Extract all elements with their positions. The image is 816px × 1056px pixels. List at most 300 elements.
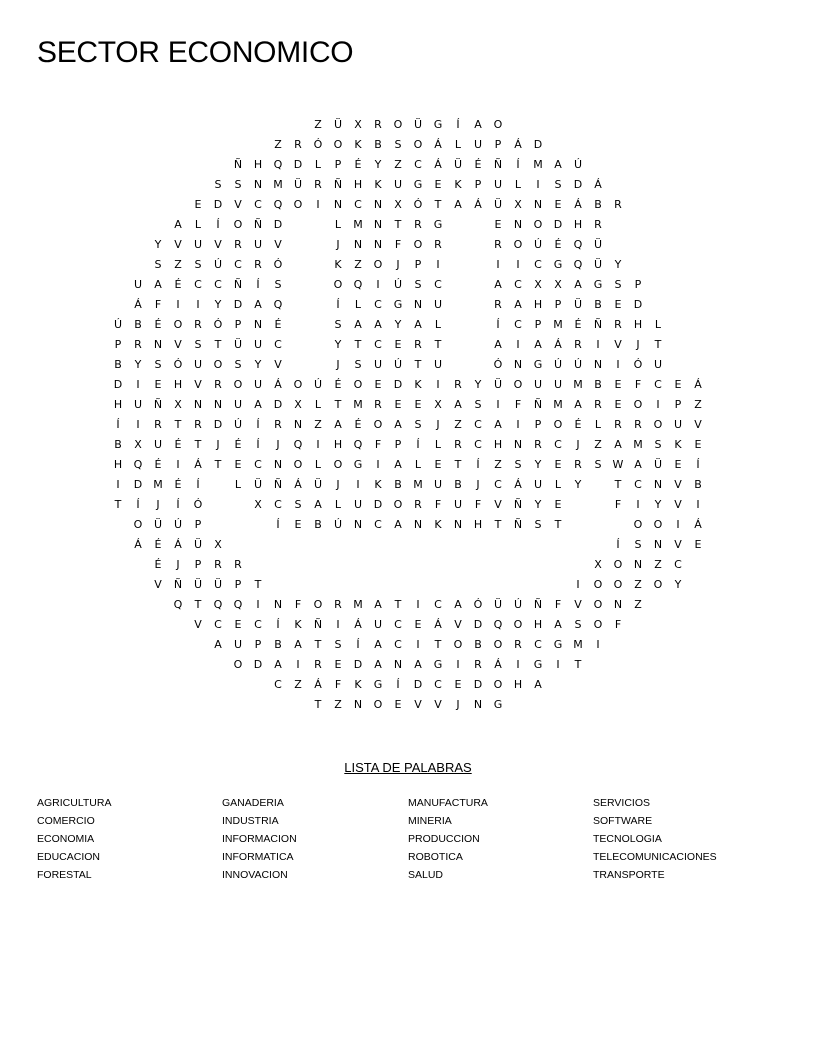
grid-letter: É [574,318,582,331]
grid-letter: Í [116,418,120,431]
grid-letter: M [353,398,363,411]
grid-letter: Ó [493,358,503,371]
grid-letter: Y [394,318,402,331]
grid-letter: I [536,178,540,191]
grid-letter: S [154,358,162,371]
grid-letter: O [373,258,383,271]
grid-letter: J [336,478,340,491]
grid-letter: Ó [273,258,283,271]
grid-letter: O [413,238,423,251]
word-list-column [37,794,222,884]
grid-letter: Q [353,438,363,451]
grid-letter: R [194,318,202,331]
grid-letter: L [654,318,662,331]
word-list-column [222,794,408,884]
grid-letter: Ú [233,418,243,431]
grid-letter: T [434,638,442,651]
grid-letter: M [413,478,423,491]
word-item: COMERCIO [37,815,95,827]
grid-letter: I [676,518,680,531]
grid-letter: R [314,178,322,191]
grid-letter: Ü [193,578,203,591]
grid-letter: H [333,438,343,451]
grid-letter: É [574,418,582,431]
grid-letter: F [614,498,622,511]
grid-letter: E [674,378,682,391]
grid-letter: K [434,518,442,531]
grid-letter: É [154,458,162,471]
grid-letter: O [493,678,503,691]
word-item: PRODUCCION [408,833,480,845]
grid-letter: C [534,638,542,651]
grid-letter: Á [294,478,302,491]
grid-letter: O [493,638,503,651]
grid-letter: R [494,298,502,311]
grid-letter: P [394,438,402,451]
grid-letter: C [374,518,382,531]
grid-letter: U [153,438,163,451]
grid-letter: I [596,338,600,351]
grid-letter: S [194,258,202,271]
grid-letter: C [434,678,442,691]
grid-letter: Z [634,598,642,611]
grid-letter: S [634,538,642,551]
grid-letter: U [473,138,483,151]
grid-letter: T [554,518,562,531]
grid-letter: M [153,478,163,491]
grid-letter: O [373,418,383,431]
word-item: INFORMATICA [222,851,294,863]
grid-letter: Ü [253,478,263,491]
grid-letter: T [314,638,322,651]
grid-letter: Ñ [533,398,543,411]
grid-letter: Á [474,198,482,211]
grid-letter: L [194,218,202,231]
grid-letter: P [494,138,502,151]
grid-letter: C [234,258,242,271]
grid-letter: Ó [473,598,483,611]
grid-letter: C [674,558,682,571]
grid-letter: Ú [213,258,223,271]
grid-letter: Ñ [233,158,243,171]
grid-letter: R [454,378,462,391]
grid-letter: H [353,178,363,191]
grid-letter: B [134,318,142,331]
grid-letter: Í [516,158,520,171]
grid-letter: A [454,398,462,411]
grid-letter: Ú [513,598,523,611]
grid-letter: R [234,558,242,571]
grid-letter: F [634,378,642,391]
grid-letter: Ñ [533,598,543,611]
grid-letter: G [433,658,443,671]
grid-letter: E [494,218,502,231]
grid-letter: Á [514,478,522,491]
grid-letter: Ú [573,358,583,371]
grid-letter: A [454,598,462,611]
grid-letter: O [613,578,623,591]
grid-letter: V [494,498,502,511]
grid-letter: U [233,398,243,411]
grid-letter: P [194,558,202,571]
grid-letter: N [513,438,523,451]
grid-letter: U [453,498,463,511]
grid-letter: N [533,198,543,211]
word-item: INFORMACION [222,833,297,845]
grid-letter: G [433,118,443,131]
grid-letter: E [294,518,302,531]
grid-letter: L [314,158,322,171]
grid-letter: É [354,418,362,431]
grid-letter: J [456,698,460,711]
grid-letter: T [574,658,582,671]
grid-letter: O [513,618,523,631]
word-list-column [593,794,793,884]
grid-letter: B [454,478,462,491]
grid-letter: I [256,598,260,611]
grid-letter: C [414,158,422,171]
grid-letter: Q [273,198,283,211]
grid-letter: R [574,338,582,351]
grid-letter: D [373,498,383,511]
grid-letter: C [474,438,482,451]
grid-letter: Z [174,258,182,271]
grid-letter: Ü [193,538,203,551]
grid-letter: R [594,398,602,411]
grid-letter: O [133,518,143,531]
word-item: AGRICULTURA [37,797,112,809]
word-item: TELECOMUNICACIONES [593,851,717,863]
grid-letter: O [293,458,303,471]
grid-letter: T [394,218,402,231]
word-item: ECONOMIA [37,833,95,845]
grid-letter: Z [274,138,282,151]
grid-letter: O [353,378,363,391]
grid-letter: I [176,458,180,471]
grid-letter: T [354,338,362,351]
grid-letter: O [633,398,643,411]
grid-letter: Ó [413,198,423,211]
word-item: ROBOTICA [408,851,463,863]
grid-letter: E [234,458,242,471]
grid-letter: E [614,378,622,391]
grid-letter: V [274,238,282,251]
grid-letter: O [593,598,603,611]
grid-letter: Ó [173,358,183,371]
grid-letter: Q [573,258,583,271]
grid-letter: Ü [493,198,503,211]
grid-letter: Ñ [493,158,503,171]
grid-letter: V [694,418,702,431]
grid-letter: N [293,418,303,431]
grid-letter: X [254,498,262,511]
grid-letter: X [294,398,302,411]
grid-letter: É [554,238,562,251]
grid-letter: N [473,698,483,711]
grid-letter: X [554,278,562,291]
grid-letter: X [534,278,542,291]
grid-letter: F [474,498,482,511]
word-list-title: LISTA DE PALABRAS [344,760,472,775]
grid-letter: Ñ [233,278,243,291]
grid-letter: T [614,478,622,491]
word-item: TECNOLOGIA [593,833,662,845]
grid-letter: P [234,578,242,591]
grid-letter: B [114,438,122,451]
grid-letter: Ü [313,478,323,491]
grid-letter: A [414,318,422,331]
word-item: INDUSTRIA [222,815,279,827]
grid-letter: J [436,418,440,431]
grid-letter: Á [694,518,702,531]
grid-letter: Q [133,458,143,471]
grid-letter: T [654,338,662,351]
grid-letter: T [194,438,202,451]
grid-letter: N [193,398,203,411]
grid-letter: P [674,398,682,411]
grid-letter: A [614,438,622,451]
grid-letter: F [614,618,622,631]
grid-letter: R [334,598,342,611]
grid-letter: R [414,218,422,231]
grid-letter: I [576,578,580,591]
grid-letter: C [274,338,282,351]
grid-letter: É [334,378,342,391]
grid-letter: Ü [453,158,463,171]
grid-letter: O [293,378,303,391]
grid-letter: Ü [293,178,303,191]
grid-letter: D [293,158,303,171]
grid-letter: C [254,618,262,631]
grid-letter: B [694,478,702,491]
grid-letter: O [413,138,423,151]
grid-letter: U [393,178,403,191]
grid-letter: É [154,538,162,551]
grid-letter: C [254,458,262,471]
grid-letter: N [153,338,163,351]
grid-letter: M [353,598,363,611]
grid-letter: Q [353,278,363,291]
grid-letter: C [214,278,222,291]
grid-letter: Z [634,578,642,591]
grid-letter: D [353,658,363,671]
word-item: TRANSPORTE [593,869,665,881]
grid-letter: X [514,198,522,211]
grid-letter: I [316,438,320,451]
grid-letter: R [574,458,582,471]
grid-letter: U [433,358,443,371]
grid-letter: V [234,198,242,211]
grid-letter: G [393,298,403,311]
grid-letter: D [633,298,643,311]
grid-letter: K [414,378,422,391]
grid-letter: Í [256,438,260,451]
grid-letter: Á [434,138,442,151]
grid-letter: Ñ [513,498,523,511]
grid-letter: O [393,498,403,511]
word-item: SALUD [408,869,444,881]
grid-letter: U [253,238,263,251]
grid-letter: C [254,198,262,211]
grid-letter: S [474,398,482,411]
grid-letter: Ü [593,258,603,271]
grid-letter: G [533,358,543,371]
grid-letter: D [473,678,483,691]
grid-letter: Ü [233,338,243,351]
grid-letter: Á [434,158,442,171]
grid-letter: L [514,178,522,191]
grid-letter: C [474,418,482,431]
grid-letter: N [253,318,263,331]
grid-letter: L [434,438,442,451]
grid-letter: G [533,658,543,671]
grid-letter: G [433,218,443,231]
grid-letter: N [273,598,283,611]
grid-letter: Y [334,338,342,351]
grid-letter: O [513,238,523,251]
grid-letter: E [674,458,682,471]
grid-letter: S [394,138,402,151]
grid-letter: F [554,598,562,611]
grid-letter: Í [216,218,220,231]
grid-letter: N [633,558,643,571]
word-list-column [408,794,593,884]
grid-letter: R [434,238,442,251]
grid-letter: P [534,418,542,431]
grid-letter: R [614,318,622,331]
grid-letter: T [454,458,462,471]
grid-letter: Í [136,498,140,511]
grid-letter: I [176,298,180,311]
grid-letter: A [274,658,282,671]
grid-letter: É [154,318,162,331]
grid-letter: H [473,518,483,531]
grid-letter: A [574,398,582,411]
grid-letter: K [374,478,382,491]
grid-letter: I [616,358,620,371]
grid-letter: J [336,238,340,251]
grid-letter: E [434,178,442,191]
grid-letter: Z [334,698,342,711]
grid-letter: Z [654,558,662,571]
grid-letter: R [374,118,382,131]
grid-letter: R [514,638,522,651]
grid-letter: K [374,178,382,191]
grid-letter: Z [494,458,502,471]
grid-letter: O [533,218,543,231]
word-item: MINERIA [408,815,452,827]
grid-letter: S [274,278,282,291]
grid-letter: V [614,338,622,351]
grid-letter: T [254,578,262,591]
grid-letter: Q [173,598,183,611]
grid-letter: U [133,278,143,291]
grid-letter: B [374,138,382,151]
grid-letter: C [394,638,402,651]
grid-letter: A [494,338,502,351]
grid-letter: V [674,498,682,511]
grid-letter: Z [594,438,602,451]
grid-letter: O [613,558,623,571]
grid-letter: R [494,238,502,251]
grid-letter: I [436,378,440,391]
grid-letter: Y [674,578,682,591]
grid-letter: O [593,618,603,631]
grid-letter: V [434,698,442,711]
grid-letter: I [656,398,660,411]
grid-letter: Í [196,478,200,491]
grid-letter: V [174,338,182,351]
grid-letter: P [254,638,262,651]
grid-letter: R [154,418,162,431]
grid-letter: N [353,518,363,531]
grid-letter: S [234,178,242,191]
grid-letter: G [553,258,563,271]
grid-letter: G [593,278,603,291]
grid-letter: H [573,218,583,231]
grid-letter: I [696,498,700,511]
grid-letter: Í [396,678,400,691]
word-item: EDUCACION [37,851,101,863]
grid-letter: V [574,598,582,611]
grid-letter: Ñ [313,618,323,631]
grid-letter: A [254,398,262,411]
grid-letter: Í [616,538,620,551]
grid-letter: Y [614,258,622,271]
grid-letter: S [534,518,542,531]
grid-letter: Y [654,498,662,511]
grid-letter: N [373,198,383,211]
grid-letter: F [154,298,162,311]
grid-letter: U [253,378,263,391]
grid-letter: U [193,238,203,251]
grid-letter: M [633,438,643,451]
grid-letter: N [353,698,363,711]
grid-letter: T [334,398,342,411]
grid-letter: J [276,438,280,451]
grid-letter: Í [456,118,460,131]
grid-letter: V [454,618,462,631]
grid-letter: Y [154,238,162,251]
grid-letter: O [553,418,563,431]
grid-letter: N [373,238,383,251]
grid-letter: V [674,478,682,491]
grid-letter: R [614,198,622,211]
grid-letter: L [554,478,562,491]
grid-letter: O [493,118,503,131]
grid-letter: Z [454,418,462,431]
grid-letter: I [636,498,640,511]
grid-letter: P [534,318,542,331]
grid-letter: K [334,258,342,271]
grid-letter: B [274,638,282,651]
grid-letter: A [494,278,502,291]
grid-letter: M [553,318,563,331]
grid-letter: S [514,458,522,471]
grid-letter: C [214,618,222,631]
grid-letter: P [474,178,482,191]
grid-letter: N [353,238,363,251]
grid-letter: J [216,438,220,451]
grid-letter: S [154,258,162,271]
grid-letter: N [253,178,263,191]
grid-letter: Ú [173,518,183,531]
grid-letter: W [612,458,624,471]
grid-letter: Q [573,238,583,251]
grid-letter: R [194,418,202,431]
grid-letter: G [553,638,563,651]
grid-letter: Y [474,378,482,391]
